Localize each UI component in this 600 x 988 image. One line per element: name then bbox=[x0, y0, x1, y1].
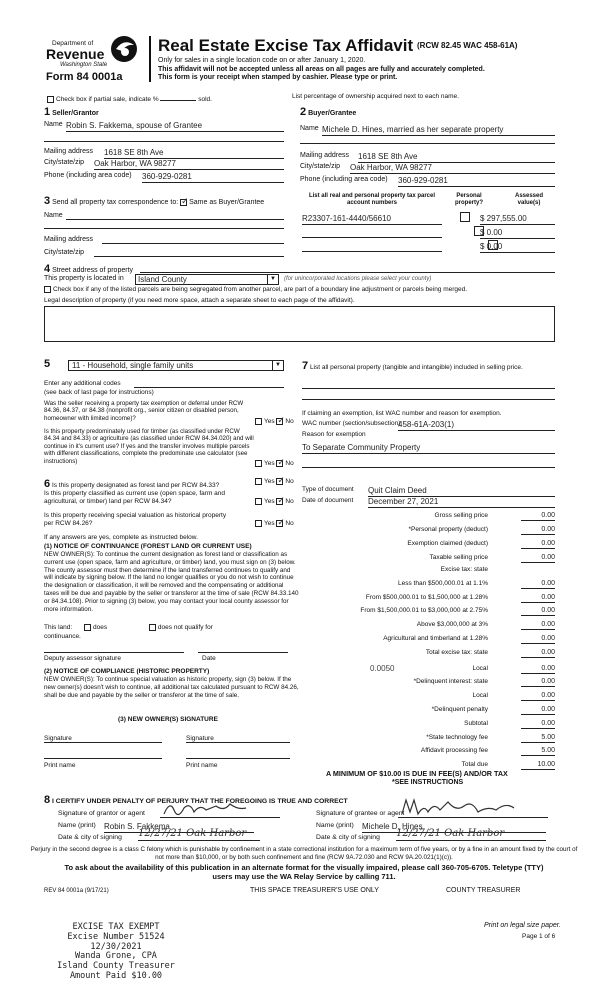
grantor-name-row: Name (print) Robin S. Fakkema bbox=[58, 822, 96, 830]
new-owner-signature-heading: (3) NEW OWNER(S) SIGNATURE bbox=[118, 716, 218, 723]
notice-continuance-text: NEW OWNER(S): To continue the current designation as forest land or classification as current use (open space, farm and agriculture, or timber) land, you must sign on (3) below. The county assessor must then determine if the land transferred continues to qualify and will indicate by signing below. If the land no longer qualifies or you do not wish to continue the designation or classification, it will be removed and the compensating or additional taxes will be due and payable by the seller or transferor at the time of sale (RCW 84.33.140 or 84.34.108). Prior to signing (3) below, you may contact your local county assessor for more information. bbox=[44, 551, 299, 613]
seller-city-field[interactable]: Oak Harbor, WA 98277 bbox=[94, 159, 284, 170]
tax-row-amount[interactable]: 0.00 bbox=[521, 512, 555, 521]
notice-compliance-heading: (2) NOTICE OF COMPLIANCE (HISTORIC PROPERTY) bbox=[44, 668, 210, 675]
parcel-number-3[interactable] bbox=[302, 242, 442, 252]
parcel-header: List all real and personal property tax parcel account numbers bbox=[308, 193, 436, 207]
buyer-heading: 2 Buyer/Grantee bbox=[300, 106, 357, 118]
continuance-label: continuance. bbox=[44, 633, 81, 640]
buyer-name-field[interactable]: Michele D. Hines, married as her separate property bbox=[322, 125, 555, 136]
document-date-field[interactable]: December 27, 2021 bbox=[368, 497, 555, 508]
forest-no-checkbox[interactable] bbox=[276, 478, 283, 485]
tax-row-amount[interactable]: 0.00 bbox=[521, 635, 555, 644]
document-type-field[interactable]: Quit Claim Deed bbox=[368, 486, 555, 497]
notice-continuance-heading: (1) NOTICE OF CONTINUANCE (FOREST LAND OR CURRENT USE) bbox=[44, 543, 252, 550]
buyer-phone-field[interactable]: 360-929-0281 bbox=[398, 176, 555, 187]
stamp-line-4: Wanda Grone, CPA bbox=[75, 951, 157, 962]
tax-row-label: Gross selling price bbox=[434, 512, 488, 519]
exemption-question: Was the seller receiving a property tax exemption or deferral under RCW 84.36, 84.37, or 84.38 (nonprofit org., senior citizen or disabled person, homeowner with limited income)? bbox=[44, 400, 244, 422]
current-use-no-checkbox[interactable] bbox=[276, 498, 283, 505]
ownership-note: List percentage of ownership acquired next to each name. bbox=[292, 93, 459, 100]
reason-field[interactable]: To Separate Community Property bbox=[302, 443, 555, 454]
tax-row-amount[interactable]: 0.00 bbox=[521, 720, 555, 729]
historic-answer: Yes ✓ No bbox=[255, 520, 294, 528]
this-land-row: This land: does does not qualify for bbox=[44, 624, 213, 632]
new-owner-print-label-2: Print name bbox=[186, 762, 218, 769]
tax-row-label: Less than $500,000.01 at 1.1% bbox=[398, 580, 488, 587]
additional-codes-label: Enter any additional codes bbox=[44, 380, 121, 387]
tax-row-amount[interactable]: 0.00 bbox=[521, 607, 555, 616]
wac-number-field[interactable]: 458-61A-203(1) bbox=[398, 420, 555, 431]
new-owner-signature-field-1[interactable] bbox=[44, 742, 162, 743]
deputy-signature-field[interactable] bbox=[44, 652, 184, 653]
alternate-format-notice: To ask about the availability of this publication in an alternate format for the visually impaired, please call 360-705-6705. Teletype (TTY) users may use the WA Relay Service by calling 711. bbox=[64, 863, 544, 881]
header-line-3: This form is your receipt when stamped by cashier. Please type or print. bbox=[158, 74, 398, 81]
grantee-date-row: Date & city of signing 12/27/21 Oak Harbor bbox=[316, 834, 380, 842]
tax-row-amount[interactable]: 0.00 bbox=[521, 526, 555, 535]
seller-phone-row: Phone (including area code) 360-929-0281 bbox=[44, 172, 132, 180]
see-instructions: *SEE INSTRUCTIONS bbox=[392, 779, 464, 786]
codes-instructions: (see back of last page for instructions) bbox=[44, 389, 154, 396]
county-treasurer: COUNTY TREASURER bbox=[446, 887, 521, 894]
grantee-signature-label: Signature of grantee or agent bbox=[316, 810, 405, 817]
tax-row-label: Agricultural and timberland at 1.28% bbox=[383, 635, 488, 642]
county-note: (for unincorporated locations please select your county) bbox=[284, 276, 432, 282]
seller-address-field[interactable]: 1618 SE 8th Ave bbox=[104, 148, 284, 159]
parcel-number-1[interactable]: R23307-161-4440/56610 bbox=[302, 214, 442, 225]
seller-blank-line bbox=[44, 141, 284, 142]
historic-question: Is this property receiving special valuation as historical property per RCW 84.26? bbox=[44, 512, 227, 527]
reason-label: Reason for exemption bbox=[302, 431, 366, 438]
seller-heading: 1 Seller/Grantor bbox=[44, 106, 99, 118]
correspondence-row: 3 Send all property tax correspondence to: ✓ Same as Buyer/Grantee bbox=[44, 195, 264, 208]
tax-row-label: Local bbox=[472, 692, 488, 699]
parcel-number-2[interactable] bbox=[302, 228, 442, 238]
stamp-line-6: Amount Paid $10.00 bbox=[69, 970, 163, 981]
tax-row-amount[interactable]: 0.00 bbox=[521, 692, 555, 701]
tax-row-amount[interactable]: 5.00 bbox=[521, 747, 555, 756]
sold-label: sold. bbox=[198, 96, 212, 103]
tax-row-label: Total due bbox=[461, 761, 488, 768]
seller-name-row: Name Robin S. Fakkema, spouse of Grantee bbox=[44, 121, 284, 129]
forest-question: 6 Is this property designated as forest land per RCW 84.33? bbox=[44, 478, 220, 490]
street-address-row: 4 Street address of property bbox=[44, 263, 134, 275]
segregated-row: Check box if any of the listed parcels are being segregated from another parcel, are part of a boundary line adjustment or parcels being merged. bbox=[44, 286, 467, 294]
tax-row-label: Local bbox=[472, 665, 488, 672]
county-row: This property is located in bbox=[44, 275, 124, 282]
stamp-line-3: 12/30/2021 bbox=[90, 941, 142, 952]
stamp-line-1: EXCISE TAX EXEMPT bbox=[72, 922, 160, 932]
buyer-blank-line bbox=[300, 143, 555, 144]
forest-answer: Yes ✓ No bbox=[255, 478, 294, 486]
grantor-date-row: Date & city of signing 12/27/21 Oak Harbor bbox=[58, 834, 122, 842]
tax-row-amount[interactable]: 5.00 bbox=[521, 734, 555, 743]
tax-row-label: From $1,500,000.01 to $3,000,000 at 2.75% bbox=[360, 607, 488, 614]
minimum-notice: A MINIMUM OF $10.00 IS DUE IN FEE(S) AND/OR TAX bbox=[326, 769, 508, 778]
tax-row-label: *Personal property (deduct) bbox=[408, 526, 488, 533]
personal-property-field-1[interactable] bbox=[302, 388, 555, 389]
seller-phone-field[interactable]: 360-929-0281 bbox=[142, 172, 284, 183]
grantor-date-field[interactable]: 12/27/21 Oak Harbor bbox=[138, 828, 260, 841]
historic-yes-checkbox[interactable] bbox=[255, 520, 262, 527]
header-line-2: This affidavit will not be accepted unless all areas on all pages are fully and accurately completed. bbox=[158, 66, 485, 73]
notice-compliance-text: NEW OWNER(S): To continue special valuation as historic property, sign (3) below. If the new owner(s) doesn't wish to continue, all additional tax calculated pursuant to RCW 84.26, shall be due and payable by the seller or transferor at the time of sale. bbox=[44, 676, 299, 699]
form-number: Form 84 0001a bbox=[46, 71, 123, 83]
personal-property-label: 7 List all personal property (tangible and intangible) included in selling price. bbox=[302, 360, 523, 372]
wac-row: WAC number (section/subsection) 458-61A-203(1) bbox=[302, 420, 400, 428]
grantor-name-field[interactable]: Robin S. Fakkema bbox=[104, 822, 254, 833]
buyer-city-row: City/state/zip Oak Harbor, WA 98277 bbox=[300, 163, 340, 171]
same-as-buyer-checkbox[interactable] bbox=[180, 199, 187, 206]
dor-logo-icon bbox=[108, 34, 140, 64]
tax-row-label: *State technology fee bbox=[426, 734, 488, 741]
tax-row-label: *Delinquent interest: state bbox=[413, 678, 488, 685]
tax-row-amount[interactable]: 0.00 bbox=[521, 554, 555, 563]
header-line-1: Only for sales in a single location code on or after January 1, 2020. bbox=[158, 57, 366, 64]
section-5-number: 5 bbox=[44, 358, 51, 370]
rcw-citation: (RCW 82.45 WAC 458-61A) bbox=[417, 41, 518, 50]
corr-address-field[interactable] bbox=[102, 236, 284, 244]
partial-sale-checkbox[interactable] bbox=[47, 96, 54, 103]
historic-no-checkbox[interactable] bbox=[276, 520, 283, 527]
assessed-value-3[interactable]: $ 0.00 bbox=[480, 242, 555, 253]
reason-field-2[interactable] bbox=[302, 467, 555, 468]
tax-row-amount[interactable]: 0.00 bbox=[521, 665, 555, 674]
header-divider bbox=[149, 36, 151, 82]
exemption-answer: Yes ✓ No bbox=[255, 418, 294, 426]
deputy-signature-label: Deputy assessor signature bbox=[44, 655, 121, 662]
street-address-field[interactable] bbox=[140, 272, 555, 273]
tax-row-amount[interactable]: 0.00 bbox=[521, 706, 555, 715]
rev-number: REV 84 0001a (9/17/21) bbox=[44, 888, 109, 894]
legal-description-label: Legal description of property (if you need more space, attach a separate sheet to each page of the affidavit). bbox=[44, 297, 355, 304]
does-qualify-checkbox[interactable] bbox=[84, 624, 91, 631]
tax-row-amount[interactable]: 10.00 bbox=[521, 761, 555, 770]
grantor-signature-label: Signature of grantor or agent bbox=[58, 810, 145, 817]
buyer-name-row: Name Michele D. Hines, married as her separate property bbox=[300, 125, 555, 133]
county-select[interactable]: Island County ▼ bbox=[135, 274, 279, 285]
tax-row-label: Total excise tax: state bbox=[425, 649, 488, 656]
assessed-value-2[interactable]: $ 0.00 bbox=[480, 228, 555, 239]
land-use-select[interactable]: 11 - Household, single family units ▼ bbox=[68, 360, 284, 371]
exemption-yes-checkbox[interactable] bbox=[255, 418, 262, 425]
personal-property-header: Personal property? bbox=[454, 193, 483, 207]
tax-row-amount[interactable]: 0.00 bbox=[521, 540, 555, 549]
seller-name-field[interactable]: Robin S. Fakkema, spouse of Grantee bbox=[66, 121, 284, 132]
document-type-row: Type of document Quit Claim Deed bbox=[302, 486, 354, 494]
revenue-logo-text: Revenue bbox=[46, 46, 105, 62]
new-owner-print-field-2[interactable] bbox=[186, 758, 290, 759]
tax-row-label: *Delinquent penalty bbox=[431, 706, 488, 713]
new-owner-print-label-1: Print name bbox=[44, 762, 76, 769]
corr-city-row: City/state/zip bbox=[44, 249, 84, 257]
assessed-value-1[interactable]: $ 297,555.00 bbox=[480, 214, 555, 225]
treasurer-use: THIS SPACE TREASURER'S USE ONLY bbox=[250, 887, 379, 894]
exemption-instructions: If claiming an exemption, list WAC number and reason for exemption. bbox=[302, 410, 502, 417]
tax-row-label: From $500,000.01 to $1,500,000 at 1.28% bbox=[365, 594, 488, 601]
page-title: Real Estate Excise Tax Affidavit bbox=[158, 36, 414, 55]
perjury-notice: Perjury in the second degree is a class C felony which is punishable by confinement in a state correctional institution for a maximum term of five years, or by a fine in an amount fixed by the court of not more than $10,000, or by both such confinement and fine (RCW 9A.72.030 and RCW 9A.20.021(1)(c)). bbox=[30, 846, 578, 861]
grantee-name-field[interactable]: Michele D. Hines bbox=[362, 822, 546, 833]
tax-row-label: Affidavit processing fee bbox=[420, 747, 488, 754]
timber-no-checkbox[interactable] bbox=[276, 460, 283, 467]
tax-row-amount[interactable]: 0.00 bbox=[521, 621, 555, 630]
new-owner-signature-field-2[interactable] bbox=[186, 742, 290, 743]
document-date-row: Date of document December 27, 2021 bbox=[302, 497, 353, 505]
buyer-address-field[interactable]: 1618 SE 8th Ave bbox=[358, 152, 555, 163]
stamp-line-2: Excise Number 51524 bbox=[67, 931, 165, 942]
does-not-qualify-checkbox[interactable] bbox=[149, 624, 156, 631]
tax-row-amount[interactable]: 0.00 bbox=[521, 678, 555, 687]
answers-note: If any answers are yes, complete as instructed below. bbox=[44, 534, 198, 541]
local-rate: 0.0050 bbox=[370, 664, 395, 673]
additional-codes-field[interactable] bbox=[134, 387, 284, 388]
legal-description-field[interactable] bbox=[44, 306, 555, 342]
assessed-value-header: Assessed value(s) bbox=[514, 193, 544, 207]
state-label: Washington State bbox=[60, 62, 108, 68]
tax-row-label: Taxable selling price bbox=[429, 554, 488, 561]
new-owner-signature-label-2: Signature bbox=[186, 735, 214, 742]
partial-sale-row bbox=[47, 94, 212, 104]
grantee-date-field[interactable]: 12/27/21 Oak Harbor bbox=[396, 828, 546, 841]
tax-row-amount[interactable]: 0.00 bbox=[521, 580, 555, 589]
tax-row-label: Subtotal bbox=[464, 720, 488, 727]
corr-name-row: Name bbox=[44, 212, 63, 220]
page-number: Page 1 of 6 bbox=[522, 933, 556, 940]
tax-row-label: Exemption claimed (deduct) bbox=[407, 540, 488, 547]
seller-address-row: Mailing address 1618 SE 8th Ave bbox=[44, 148, 93, 156]
partial-percent-field[interactable] bbox=[160, 94, 196, 101]
buyer-address-row: Mailing address 1618 SE 8th Ave bbox=[300, 152, 349, 160]
new-owner-print-field-1[interactable] bbox=[44, 758, 162, 759]
corr-blank-line bbox=[44, 228, 284, 229]
grantor-signature[interactable] bbox=[160, 798, 280, 818]
tax-row-amount[interactable]: 0.00 bbox=[521, 649, 555, 658]
grantee-name-row: Name (print) Michele D. Hines bbox=[316, 822, 354, 830]
tax-row-amount[interactable]: 0.00 bbox=[521, 594, 555, 603]
deputy-date-label: Date bbox=[202, 655, 216, 662]
timber-answer: Yes ✓ No bbox=[255, 460, 294, 468]
exemption-no-checkbox[interactable] bbox=[276, 418, 283, 425]
corr-city-field[interactable] bbox=[94, 249, 284, 257]
seller-city-row: City/state/zip Oak Harbor, WA 98277 bbox=[44, 159, 84, 167]
tax-row-label: Above $3,000,000 at 3% bbox=[416, 621, 488, 628]
current-use-answer: Yes ✓ No bbox=[255, 498, 294, 506]
timber-yes-checkbox[interactable] bbox=[255, 460, 262, 467]
current-use-yes-checkbox[interactable] bbox=[255, 498, 262, 505]
segregated-checkbox[interactable] bbox=[44, 286, 51, 293]
timber-question: Is this property predominately used for timber (as classified under RCW 84.34 and 84.33) or agriculture (as classified under RCW 84.34.020) and will continue in it's current use? If yes and the transfer involves multiple parcels with different classifications, complete the predominate use calculator (see instructions) bbox=[44, 428, 254, 465]
corr-name-field[interactable] bbox=[66, 212, 284, 220]
personal-property-checkbox-1[interactable] bbox=[460, 212, 470, 222]
new-owner-signature-label-1: Signature bbox=[44, 735, 72, 742]
legal-paper-note: Print on legal size paper. bbox=[484, 922, 561, 929]
corr-address-row: Mailing address bbox=[44, 236, 93, 244]
personal-property-field-2[interactable] bbox=[302, 399, 555, 400]
buyer-city-field[interactable]: Oak Harbor, WA 98277 bbox=[350, 163, 555, 174]
chevron-down-icon: ▼ bbox=[267, 275, 278, 284]
certify-row: 8 I CERTIFY UNDER PENALTY OF PERJURY THAT THE FOREGOING IS TRUE AND CORRECT bbox=[44, 794, 348, 806]
chevron-down-icon: ▼ bbox=[272, 361, 283, 370]
partial-sale-label: Check box if partial sale, indicate % bbox=[56, 96, 159, 103]
dept-label: Department of bbox=[52, 40, 94, 47]
buyer-phone-row: Phone (including area code) 360-929-0281 bbox=[300, 176, 388, 184]
treasurer-stamp bbox=[56, 923, 176, 982]
current-use-question: Is this property classified as current use (open space, farm and agricultural, or timber) land per RCW 84.34? bbox=[44, 490, 226, 505]
stamp-line-5: Island County Treasurer bbox=[57, 961, 175, 972]
deputy-date-field[interactable] bbox=[198, 652, 288, 653]
forest-yes-checkbox[interactable] bbox=[255, 478, 262, 485]
grantee-signature[interactable] bbox=[398, 796, 548, 818]
tax-row-label: Excise tax: state bbox=[440, 566, 488, 573]
